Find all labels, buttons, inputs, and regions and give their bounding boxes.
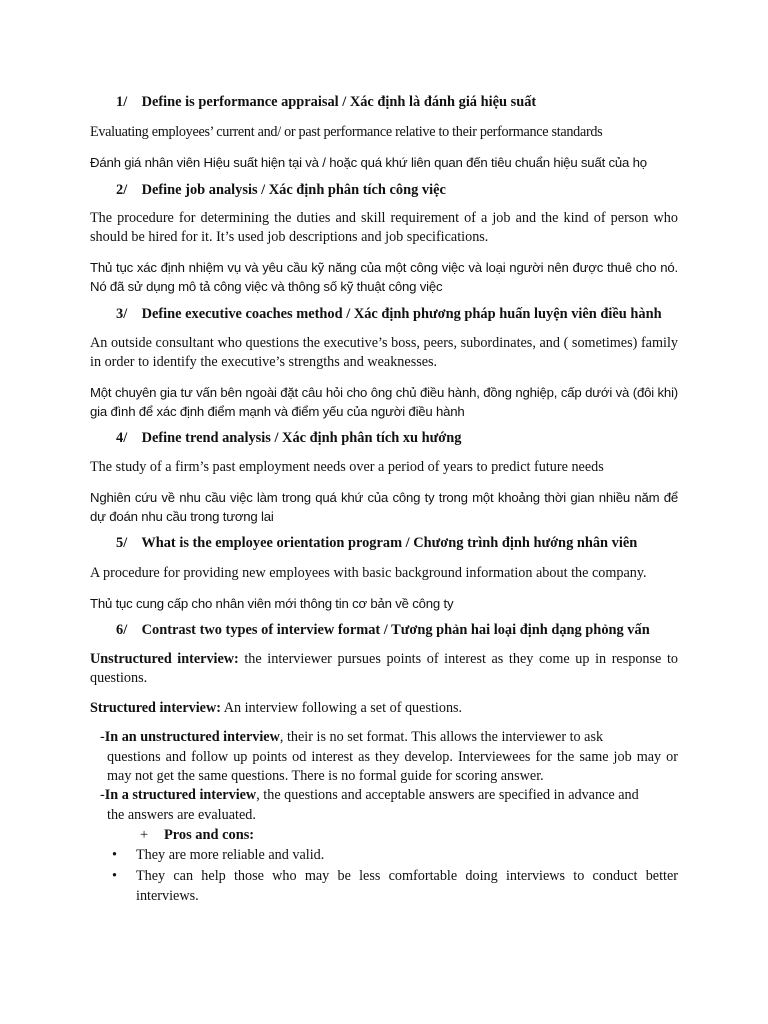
structured-dash-label: In a structured interview: [104, 787, 257, 803]
dash-marker: -: [100, 787, 105, 803]
bullet-item: [112, 846, 678, 866]
section-2-english: The procedure for determining the duties and skill requirement of a job and the kind of person who should be hired for it. It’s used job descriptions and job specifications.: [90, 210, 678, 245]
unstructured-definition: [90, 650, 678, 688]
section-5-vietnamese: Thủ tục cung cấp cho nhân viên mới thông tin cơ bản về công ty: [90, 596, 454, 611]
unstructured-dash-line1: , their is no set format. This allows the interviewer to ask: [279, 729, 604, 745]
unstructured-dash-label: In an unstructured interview: [104, 729, 280, 745]
bullet-text: They are more reliable and valid.: [136, 847, 325, 863]
heading-6: [116, 621, 686, 640]
heading-3: [116, 305, 686, 324]
section-4-vietnamese: Nghiên cứu về nhu cầu việc làm trong quá khứ của công ty trong một khoảng thời gian nhiều năm để dự đoán nhu cầu trong tương lai: [90, 490, 678, 524]
unstructured-label: Unstructured interview:: [90, 651, 239, 667]
unstructured-text: the interviewer pursues points of interest as they come up in response to questions.: [90, 651, 678, 686]
bullet-text: They can help those who may be less comfortable doing interviews to conduct better interviews.: [136, 868, 678, 904]
section-5-english: A procedure for providing new employees with basic background information about the company.: [90, 565, 647, 581]
structured-label: Structured interview:: [90, 700, 221, 716]
unstructured-dash-item: [100, 728, 678, 787]
unstructured-dash-rest: questions and follow up points od interest as they develop. Interviewees for the same job may or may not get the same questions. There is no formal guide for scoring answer.: [107, 748, 678, 784]
plus-marker: +: [140, 827, 149, 843]
section-3-english: An outside consultant who questions the executive’s boss, peers, subordinates, and ( sometimes) family in order to identify the executive’s strengths and weaknesses.: [90, 335, 678, 370]
heading-6-number: 6/: [116, 622, 128, 638]
heading-1: [116, 93, 686, 112]
heading-4-text: Define trend analysis / Xác định phân tích xu hướng: [141, 430, 462, 446]
heading-4-number: 4/: [116, 430, 128, 446]
pros-cons-label: Pros and cons:: [164, 827, 255, 843]
heading-6-text: Contrast two types of interview format / Tương phản hai loại định dạng phỏng vấn: [141, 622, 650, 638]
structured-definition: [90, 699, 678, 718]
heading-5-number: 5/: [116, 535, 128, 551]
heading-2-text: Define job analysis / Xác định phân tích công việc: [141, 182, 446, 198]
structured-dash-item: [100, 786, 678, 825]
structured-dash-rest: the answers are evaluated.: [107, 806, 256, 823]
dash-marker: -: [100, 729, 105, 745]
section-1-english: Evaluating employees’ current and/ or past performance relative to their performance standards: [90, 124, 603, 140]
heading-3-number: 3/: [116, 306, 128, 322]
bullet-marker: •: [112, 847, 117, 863]
bullet-item: [112, 867, 678, 906]
heading-2-number: 2/: [116, 182, 128, 198]
pros-cons-item: [140, 826, 440, 845]
heading-4: [116, 429, 686, 448]
section-4-english: The study of a firm’s past employment needs over a period of years to predict future needs: [90, 459, 604, 475]
section-1-vietnamese: Đánh giá nhân viên Hiệu suất hiện tại và / hoặc quá khứ liên quan đến tiêu chuẩn hiệu suất của họ: [90, 155, 647, 170]
heading-2: [116, 181, 686, 200]
section-3-vietnamese: Một chuyên gia tư vấn bên ngoài đặt câu hỏi cho ông chủ điều hành, đồng nghiệp, cấp dưới và (đôi khi) gia đình để xác định điểm mạnh và điểm yếu của người điều hành: [90, 385, 678, 419]
heading-1-text: Define is performance appraisal / Xác định là đánh giá hiệu suất: [141, 94, 537, 110]
structured-text: An interview following a set of questions.: [220, 700, 463, 716]
structured-dash-line1: , the questions and acceptable answers are specified in advance and: [256, 787, 639, 803]
heading-5: [116, 534, 686, 553]
heading-3-text: Define executive coaches method / Xác định phương pháp huấn luyện viên điều hành: [141, 306, 662, 322]
heading-1-number: 1/: [116, 94, 128, 110]
section-2-vietnamese: Thủ tục xác định nhiệm vụ và yêu cầu kỹ năng của một công việc và loại người nên được thuê cho nó. Nó đã sử dụng mô tả công việc và thông số kỹ thuật công việc: [90, 260, 678, 294]
bullet-marker: •: [112, 868, 117, 884]
heading-5-text: What is the employee orientation program / Chương trình định hướng nhân viên: [141, 535, 638, 551]
